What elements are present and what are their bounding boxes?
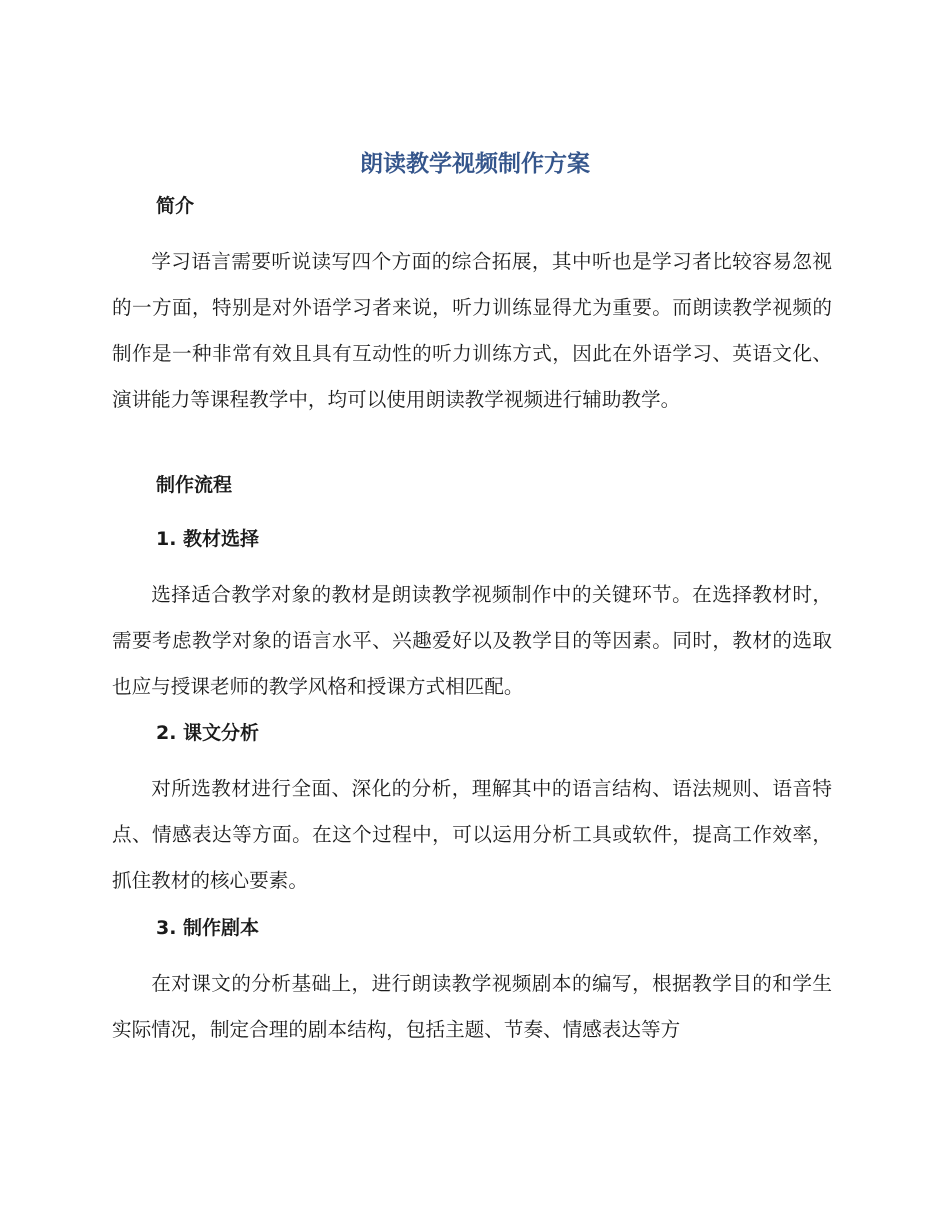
- section-heading-text-analysis: 2. 课文分析: [156, 722, 260, 744]
- section-body-script-writing: 在对课文的分析基础上，进行朗读教学视频剧本的编写，根据教学目的和学生实际情况，制定合理的剧本结构，包括主题、节奏、情感表达等方: [112, 972, 832, 1041]
- section-heading-script-writing: 3. 制作剧本: [156, 917, 260, 939]
- section-body-material-selection: 选择适合教学对象的教材是朗读教学视频制作中的关键环节。在选择教材时，需要考虑教学对象的语言水平、兴趣爱好以及教学目的等因素。同时，教材的选取也应与授课老师的教学风格和授课方式相匹配。: [112, 583, 832, 698]
- section-body-text-analysis: 对所选教材进行全面、深化的分析，理解其中的语言结构、语法规则、语音特点、情感表达等方面。在这个过程中，可以运用分析工具或软件，提高工作效率，抓住教材的核心要素。: [112, 777, 832, 892]
- section-heading-process: 制作流程: [156, 474, 233, 496]
- document-title: 朗读教学视频制作方案: [360, 151, 590, 177]
- section-heading-intro: 简介: [156, 195, 195, 217]
- section-heading-material-selection: 1. 教材选择: [156, 528, 260, 550]
- section-body-intro: 学习语言需要听说读写四个方面的综合拓展，其中听也是学习者比较容易忽视的一方面，特别是对外语学习者来说，听力训练显得尤为重要。而朗读教学视频的制作是一种非常有效且具有互动性的听力训练方式，因此在外语学习、英语文化、演讲能力等课程教学中，均可以使用朗读教学视频进行辅助教学。: [112, 250, 832, 411]
